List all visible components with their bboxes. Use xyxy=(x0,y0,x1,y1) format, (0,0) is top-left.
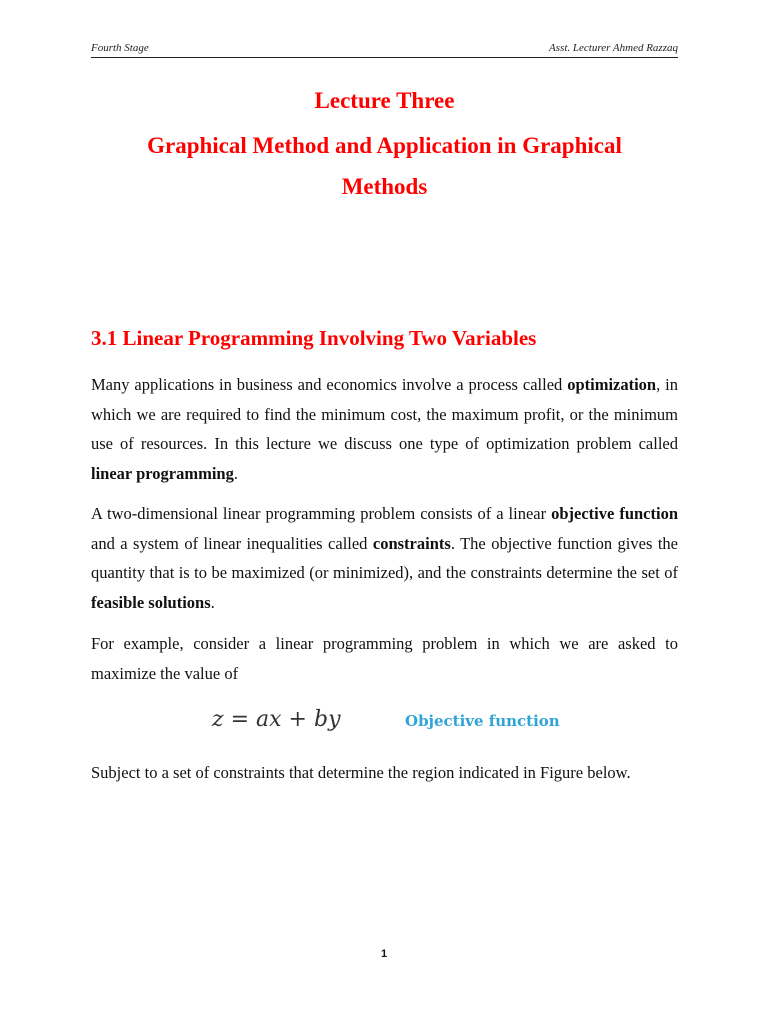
term-constraints: constraints xyxy=(372,533,451,553)
text-run: , in which we are required to find the minimum cost, the maximum profit, or the minimum use of resources. In this lecture we discuss one type of optimization problem called xyxy=(91,375,678,453)
paragraph-example: For example, consider a linear programming problem in which we are asked to maximize the value of xyxy=(91,634,678,683)
objective-formula xyxy=(212,704,341,736)
term-feasible-solutions: feasible solutions xyxy=(91,592,211,612)
formula-var-y: y xyxy=(328,707,341,732)
text-run: . xyxy=(210,592,215,612)
paragraph-optimization xyxy=(91,370,678,488)
formula-equals: = xyxy=(223,707,257,732)
lecture-subtitle-line2: Methods xyxy=(341,174,428,199)
page-header xyxy=(91,42,678,58)
formula-coef-b: b xyxy=(313,707,329,732)
formula-var-x: x xyxy=(269,707,282,732)
paragraph-definition xyxy=(91,499,678,617)
lecture-subtitle-line1: Graphical Method and Application in Graphical xyxy=(147,133,622,158)
objective-function-label: Objective function xyxy=(405,712,560,730)
header-stage: Fourth Stage xyxy=(91,42,149,54)
text-run: A two-dimensional linear programming problem consists of a linear xyxy=(91,504,552,523)
text-run: Many applications in business and economics involve a process called xyxy=(91,375,568,394)
term-optimization: optimization xyxy=(567,375,657,394)
paragraph-constraints: Subject to a set of constraints that determine the region indicated in Figure below. xyxy=(91,763,631,782)
formula-coef-a: a xyxy=(256,707,270,732)
text-run: and a system of linear inequalities called xyxy=(91,533,373,553)
lecture-title: Lecture Three xyxy=(314,88,455,113)
term-objective-function: objective function xyxy=(551,504,679,523)
header-author: Asst. Lecturer Ahmed Razzaq xyxy=(549,42,678,54)
formula-var-z: z xyxy=(212,707,224,732)
text-run: . xyxy=(233,463,238,483)
term-linear-programming: linear programming xyxy=(91,463,234,483)
section-heading: 3.1 Linear Programming Involving Two Variables xyxy=(91,326,537,350)
page-number: 1 xyxy=(380,948,388,960)
text-run: . The objective function gives the quantity that is to be maximized (or minimized), and the constraints determine the set of xyxy=(91,533,678,582)
formula-plus: + xyxy=(281,707,314,732)
